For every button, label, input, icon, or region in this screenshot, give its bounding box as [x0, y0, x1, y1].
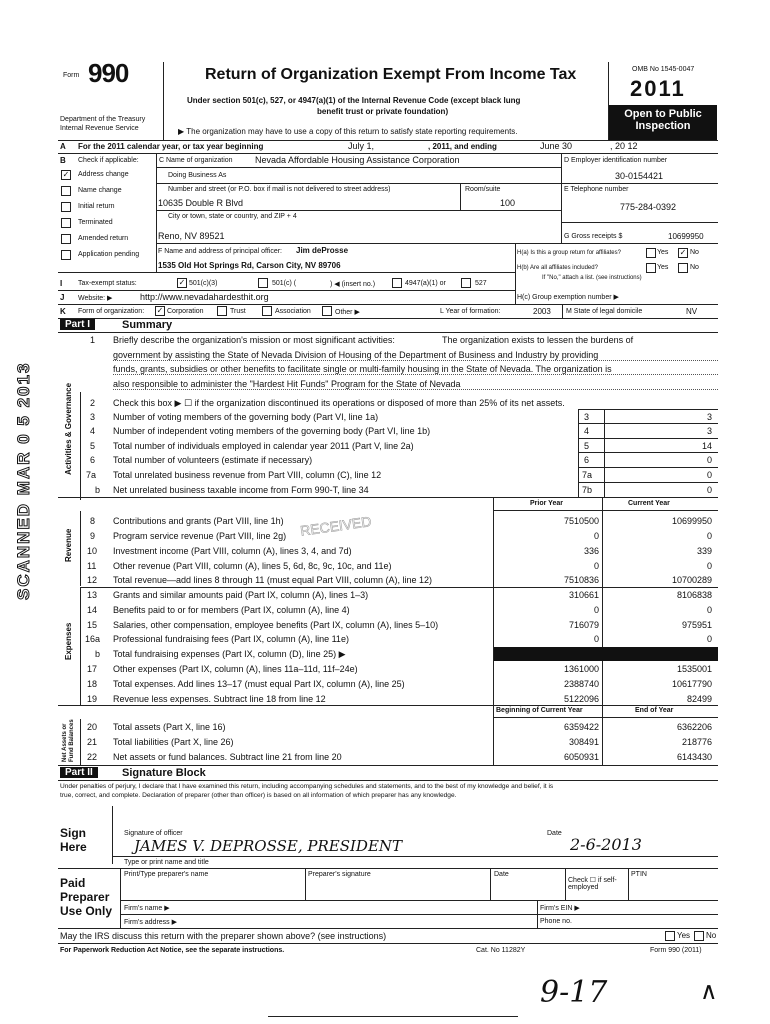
tax-exempt-label: Tax-exempt status: — [78, 280, 137, 287]
status-501c3-label: 501(c)(3) — [189, 280, 218, 287]
initial-return-label: Initial return — [78, 203, 115, 210]
preparer-label: Preparer — [60, 890, 110, 904]
line5-num: 5 — [90, 441, 96, 451]
here-label: Here — [60, 840, 87, 854]
ha-yes-checkbox[interactable] — [646, 248, 656, 258]
line21-num: 21 — [87, 737, 98, 747]
part2-tag: Part II — [60, 767, 98, 778]
form-title: Return of Organization Exempt From Income Tax — [205, 66, 577, 83]
status-insert-no: ) ◀ (insert no.) — [330, 281, 376, 288]
form-subtitle-2: benefit trust or private foundation) — [317, 107, 449, 116]
officer-name: Jim deProsse — [296, 246, 349, 255]
line17-text: Other expenses (Part IX, column (A), lines 11a–11d, 11f–24e) — [113, 664, 358, 674]
status-527-label: 527 — [475, 280, 487, 287]
line13-num: 13 — [87, 590, 98, 600]
line22-num: 22 — [87, 752, 98, 762]
name-change-label: Name change — [78, 187, 122, 194]
terminated-label: Terminated — [78, 219, 113, 226]
corporation-checkbox[interactable]: ✓ — [156, 306, 164, 315]
line12-num: 12 — [87, 575, 98, 585]
status-501c-checkbox[interactable] — [258, 278, 268, 288]
gross-receipts-label: G Gross receipts $ — [564, 233, 623, 240]
part1-title: Summary — [122, 319, 173, 331]
perjury-line-2: true, correct, and complete. Declaration of preparer (other than officer) is based on all information of which preparer has any knowledge. — [60, 792, 457, 799]
type-name-label: Type or print name and title — [124, 859, 209, 866]
line15-current: 975951 — [681, 620, 712, 630]
sig-date-label: Date — [547, 830, 562, 837]
line15-prior: 716079 — [568, 620, 599, 630]
line16b-text: Total fundraising expenses (Part IX, column (D), line 25) ▶ — [113, 649, 346, 659]
line8-current: 10699950 — [671, 516, 712, 526]
line7a-value: 0 — [706, 470, 712, 480]
terminated-checkbox[interactable] — [61, 218, 71, 228]
cat-number: Cat. No 11282Y — [476, 947, 526, 954]
form-org-label: Form of organization: — [78, 308, 145, 315]
ha-no-label: No — [690, 249, 699, 256]
discuss-no-label: No — [706, 931, 717, 940]
received-stamp: RECEIVED — [299, 513, 373, 539]
handwritten-note: 9-17 — [540, 975, 608, 1010]
line2-num: 2 — [90, 398, 96, 408]
line21-begin: 308491 — [568, 737, 599, 747]
line12-prior: 7510836 — [563, 575, 599, 585]
line7a-num: 7a — [86, 470, 97, 480]
col-end-year: End of Year — [635, 707, 674, 714]
line16a-prior: 0 — [593, 634, 599, 644]
line18-text: Total expenses. Add lines 13–17 (must equal Part IX, column (A), line 25) — [113, 679, 405, 689]
line18-prior: 2388740 — [563, 679, 599, 689]
line11-text: Other revenue (Part VIII, column (A), lines 5, 6d, 8c, 9c, 10c, and 11e) — [113, 561, 392, 571]
state-notice: ▶ The organization may have to use a copy of this return to satisfy state reporting requirements. — [178, 127, 518, 136]
state-domicile-value: NV — [686, 307, 698, 316]
line4-num: 4 — [90, 426, 96, 436]
line4-value: 3 — [706, 426, 712, 436]
line17-prior: 1361000 — [563, 664, 599, 674]
side-label-net-assets: Net Assets or — [62, 723, 68, 762]
line18-num: 18 — [87, 679, 98, 689]
use-only-label: Use Only — [60, 904, 113, 918]
line14-current: 0 — [706, 605, 712, 615]
col-begin-year: Beginning of Current Year — [496, 707, 583, 714]
handwritten-mark: ∧ — [700, 978, 718, 1005]
perjury-line-1: Under penalties of perjury, I declare that I have examined this return, including accompanying schedules and statements, and to the best of my knowledge and belief, it is — [60, 783, 554, 790]
line8-num: 8 — [90, 516, 96, 526]
signature-date: 2-6-2013 — [570, 835, 642, 854]
application-pending-label: Application pending — [78, 251, 140, 258]
line21-text: Total liabilities (Part X, line 26) — [113, 737, 234, 747]
city-label: City or town, state or country, and ZIP + 4 — [168, 213, 297, 220]
scanned-stamp: SCANNED MAR 0 5 2013 — [14, 361, 33, 600]
part2-title: Signature Block — [122, 767, 206, 779]
website-url[interactable]: http://www.nevadahardesthit.org — [140, 292, 269, 302]
hb-note: If "No," attach a list. (see instructions) — [542, 275, 642, 281]
line1-label: Briefly describe the organization's mission or most significant activities: — [113, 335, 395, 345]
line3-num: 3 — [90, 412, 96, 422]
line22-end: 6143430 — [676, 752, 712, 762]
hb-label: H(b) Are all affiliates included? — [517, 265, 598, 271]
mission-line-2: government by assisting the State of Nevada Division of Housing of the Department of Business and Industry by providing — [113, 350, 599, 360]
col-prior-year: Prior Year — [530, 500, 563, 507]
hb-no-label: No — [690, 264, 699, 271]
line4-text: Number of independent voting members of the governing body (Part VI, line 1b) — [113, 426, 431, 436]
part1-tag: Part I — [60, 319, 95, 330]
discuss-no-checkbox[interactable] — [694, 931, 704, 941]
line20-begin: 6359422 — [563, 722, 599, 732]
amended-return-label: Amended return — [78, 235, 129, 242]
line-a-mid: , 2011, and ending — [428, 142, 497, 151]
phone-label: E Telephone number — [564, 186, 629, 193]
city-state-zip: Reno, NV 89521 — [158, 231, 225, 241]
line20-end: 6362206 — [676, 722, 712, 732]
line6-num: 6 — [90, 455, 96, 465]
line6-value: 0 — [706, 455, 712, 465]
line5-value: 14 — [701, 441, 712, 451]
line8-text: Contributions and grants (Part VIII, line 1h) — [113, 516, 284, 526]
line8-prior: 7510500 — [563, 516, 599, 526]
line1-num: 1 — [90, 335, 96, 345]
line5-box: 5 — [584, 441, 590, 451]
hb-yes-checkbox[interactable] — [646, 263, 656, 273]
section-b-title: Check if applicable: — [78, 157, 139, 164]
year-formation-label: L Year of formation: — [440, 308, 501, 315]
preparer-date-label: Date — [494, 871, 509, 878]
line-i-label: I — [60, 279, 63, 288]
line3-text: Number of voting members of the governing body (Part VI, line 1a) — [113, 412, 379, 422]
name-change-checkbox[interactable] — [61, 186, 71, 196]
mission-line-4: also responsible to administer the "Hardest Hit Funds" Program for the State of Nevada — [113, 379, 461, 389]
line19-num: 19 — [87, 694, 98, 704]
corporation-label: Corporation — [167, 308, 204, 315]
open-to-public-box — [609, 105, 717, 140]
line22-begin: 6050931 — [563, 752, 599, 762]
line7b-box: 7b — [582, 485, 593, 495]
sign-label: Sign — [60, 826, 86, 840]
dba-label: Doing Business As — [168, 172, 227, 179]
address-change-checkbox[interactable]: ✓ — [62, 170, 70, 179]
line17-current: 1535001 — [676, 664, 712, 674]
firm-address-label: Firm's address ▶ — [124, 919, 178, 926]
preparer-sig-label: Preparer's signature — [308, 871, 371, 878]
status-4947-checkbox[interactable] — [392, 278, 402, 288]
gross-receipts-value: 10699950 — [668, 232, 704, 241]
line7a-text: Total unrelated business revenue from Part VIII, column (C), line 12 — [113, 470, 382, 480]
open-line-2: Inspection — [635, 120, 691, 132]
line7b-num: b — [95, 485, 101, 495]
officer-signature: JAMES V. DEPROSSE, PRESIDENT — [134, 837, 403, 855]
hb-no-checkbox[interactable] — [678, 263, 688, 273]
status-501c-label: 501(c) ( — [272, 280, 297, 287]
line-k-label: K — [60, 307, 66, 316]
form-label: Form — [63, 72, 80, 79]
line22-text: Net assets or fund balances. Subtract line 21 from line 20 — [113, 752, 342, 762]
line16b-num: b — [95, 649, 101, 659]
line13-current: 8106838 — [676, 590, 712, 600]
line9-prior: 0 — [593, 531, 599, 541]
year-formation-value: 2003 — [533, 307, 551, 316]
line11-prior: 0 — [593, 561, 599, 571]
side-label-governance: Activities & Governance — [64, 382, 73, 475]
line-a-end: June 30 — [540, 141, 573, 151]
line19-text: Revenue less expenses. Subtract line 18 from line 12 — [113, 694, 326, 704]
org-name-label: C Name of organization — [159, 157, 233, 164]
association-checkbox[interactable] — [262, 306, 272, 316]
line15-num: 15 — [87, 620, 98, 630]
ha-yes-label: Yes — [657, 249, 669, 256]
line14-text: Benefits paid to or for members (Part IX, column (A), line 4) — [113, 605, 350, 615]
ptin-label: PTIN — [631, 871, 647, 878]
line9-current: 0 — [706, 531, 712, 541]
discuss-yes-label: Yes — [677, 931, 691, 940]
status-501c3-checkbox[interactable]: ✓ — [178, 278, 186, 287]
form-subtitle-1: Under section 501(c), 527, or 4947(a)(1) of the Internal Revenue Code (except black lung — [187, 96, 521, 105]
discuss-yes-checkbox[interactable] — [665, 931, 675, 941]
association-label: Association — [275, 308, 311, 315]
shaded-cell-16b — [494, 647, 718, 661]
firm-ein-label: Firm's EIN ▶ — [540, 905, 580, 912]
initial-return-checkbox[interactable] — [61, 202, 71, 212]
line-j-label: J — [60, 293, 65, 302]
paperwork-notice: For Paperwork Reduction Act Notice, see the separate instructions. — [60, 947, 285, 954]
hb-yes-label: Yes — [657, 264, 669, 271]
line18-current: 10617790 — [671, 679, 712, 689]
website-label: Website: ▶ — [78, 295, 113, 302]
line16a-text: Professional fundraising fees (Part IX, column (A), line 11e) — [113, 634, 349, 644]
mission-line-3: funds, grants, subsidies or other benefits to facilitate single or multi-family housing in the State of Nevada. The organization is — [113, 364, 612, 374]
form-footer: Form 990 (2011) — [650, 947, 702, 954]
line14-prior: 0 — [593, 605, 599, 615]
line-a-begin: July 1, — [348, 141, 375, 151]
line19-prior: 5122096 — [563, 694, 599, 704]
col-current-year: Current Year — [628, 500, 670, 507]
line-a-year-end: , 20 12 — [610, 141, 638, 151]
line20-text: Total assets (Part X, line 16) — [113, 722, 226, 732]
side-label-fund-balances: Fund Balances — [69, 719, 75, 762]
line7b-value: 0 — [706, 485, 712, 495]
line10-num: 10 — [87, 546, 98, 556]
dept-line-2: Internal Revenue Service — [60, 125, 139, 132]
line17-num: 17 — [87, 664, 98, 674]
group-exemption-label: H(c) Group exemption number ▶ — [517, 294, 619, 301]
open-line-1: Open to Public — [624, 108, 702, 120]
other-label: Other ▶ — [335, 309, 360, 316]
other-checkbox[interactable] — [322, 306, 332, 316]
section-b-label: B — [60, 156, 66, 165]
street-address: 10635 Double R Blvd — [158, 198, 244, 208]
line10-text: Investment income (Part VIII, column (A), lines 3, 4, and 7d) — [113, 546, 352, 556]
line13-prior: 310661 — [568, 590, 599, 600]
discuss-question: May the IRS discuss this return with the preparer shown above? (see instructions) — [60, 931, 387, 941]
form-number: 990 — [88, 58, 129, 88]
omb-number: OMB No 1545-0047 — [632, 66, 695, 73]
mission-line-1: The organization exists to lessen the burdens of — [442, 335, 634, 345]
tax-year: 2011 — [630, 76, 686, 101]
line14-num: 14 — [87, 605, 98, 615]
line20-num: 20 — [87, 722, 98, 732]
line16a-num: 16a — [85, 634, 101, 644]
side-label-revenue: Revenue — [64, 528, 73, 562]
line21-end: 218776 — [681, 737, 712, 747]
trust-checkbox[interactable] — [217, 306, 227, 316]
org-name: Nevada Affordable Housing Assistance Corporation — [255, 155, 460, 165]
side-label-expenses: Expenses — [64, 622, 73, 660]
paid-label: Paid — [60, 876, 86, 890]
line11-current: 0 — [706, 561, 712, 571]
street-label: Number and street (or P.O. box if mail is not delivered to street address) — [168, 186, 391, 193]
room-suite: 100 — [500, 198, 516, 208]
line7a-box: 7a — [582, 470, 593, 480]
line15-text: Salaries, other compensation, employee benefits (Part IX, column (A), lines 5–10) — [113, 620, 439, 630]
line7b-text: Net unrelated business taxable income from Form 990-T, line 34 — [113, 485, 369, 495]
firm-name-label: Firm's name ▶ — [124, 905, 170, 912]
room-label: Room/suite — [465, 186, 501, 193]
line10-prior: 336 — [583, 546, 599, 556]
line-a-text: For the 2011 calendar year, or tax year beginning — [78, 142, 264, 151]
self-employed-check[interactable]: Check ☐ if self-employed — [568, 877, 617, 891]
line12-text: Total revenue—add lines 8 through 11 (must equal Part VIII, column (A), line 12) — [113, 575, 432, 585]
address-change-label: Address change — [78, 171, 129, 178]
amended-return-checkbox[interactable] — [61, 234, 71, 244]
line-a-label: A — [60, 142, 66, 151]
line6-text: Total number of volunteers (estimate if necessary) — [113, 455, 313, 465]
line3-value: 3 — [706, 412, 712, 422]
ein-value: 30-0154421 — [615, 171, 664, 181]
officer-label: F Name and address of principal officer: — [158, 248, 282, 255]
line10-current: 339 — [696, 546, 712, 556]
trust-label: Trust — [230, 308, 246, 315]
line9-text: Program service revenue (Part VIII, line 2g) — [113, 531, 287, 541]
ein-label: D Employer identification number — [564, 157, 668, 164]
sig-officer-label: Signature of officer — [124, 830, 183, 837]
preparer-name-label: Print/Type preparer's name — [124, 871, 209, 878]
line9-num: 9 — [90, 531, 96, 541]
line5-text: Total number of individuals employed in calendar year 2011 (Part V, line 2a) — [113, 441, 414, 451]
state-domicile-label: M State of legal domicile — [566, 308, 643, 315]
phone-value: 775-284-0392 — [620, 202, 677, 212]
line13-text: Grants and similar amounts paid (Part IX, column (A), lines 1–3) — [113, 590, 369, 600]
line19-current: 82499 — [686, 694, 712, 704]
line16a-current: 0 — [706, 634, 712, 644]
ha-no-checkbox[interactable]: ✓ — [679, 248, 687, 257]
line3-box: 3 — [584, 412, 590, 422]
line6-box: 6 — [584, 455, 590, 465]
ha-label: H(a) Is this a group return for affiliates? — [517, 250, 621, 256]
application-pending-checkbox[interactable] — [61, 250, 71, 260]
status-527-checkbox[interactable] — [461, 278, 471, 288]
dept-line-1: Department of the Treasury — [60, 116, 146, 123]
phone-no-label: Phone no. — [540, 918, 572, 925]
line4-box: 4 — [584, 426, 590, 436]
line11-num: 11 — [87, 561, 97, 571]
status-4947-label: 4947(a)(1) or — [405, 280, 446, 287]
line2-text[interactable]: Check this box ▶ ☐ if the organization discontinued its operations or disposed of more than 25% of its net assets. — [113, 398, 565, 408]
line12-current: 10700289 — [671, 575, 712, 585]
officer-address: 1535 Old Hot Springs Rd, Carson City, NV 89706 — [158, 261, 341, 270]
